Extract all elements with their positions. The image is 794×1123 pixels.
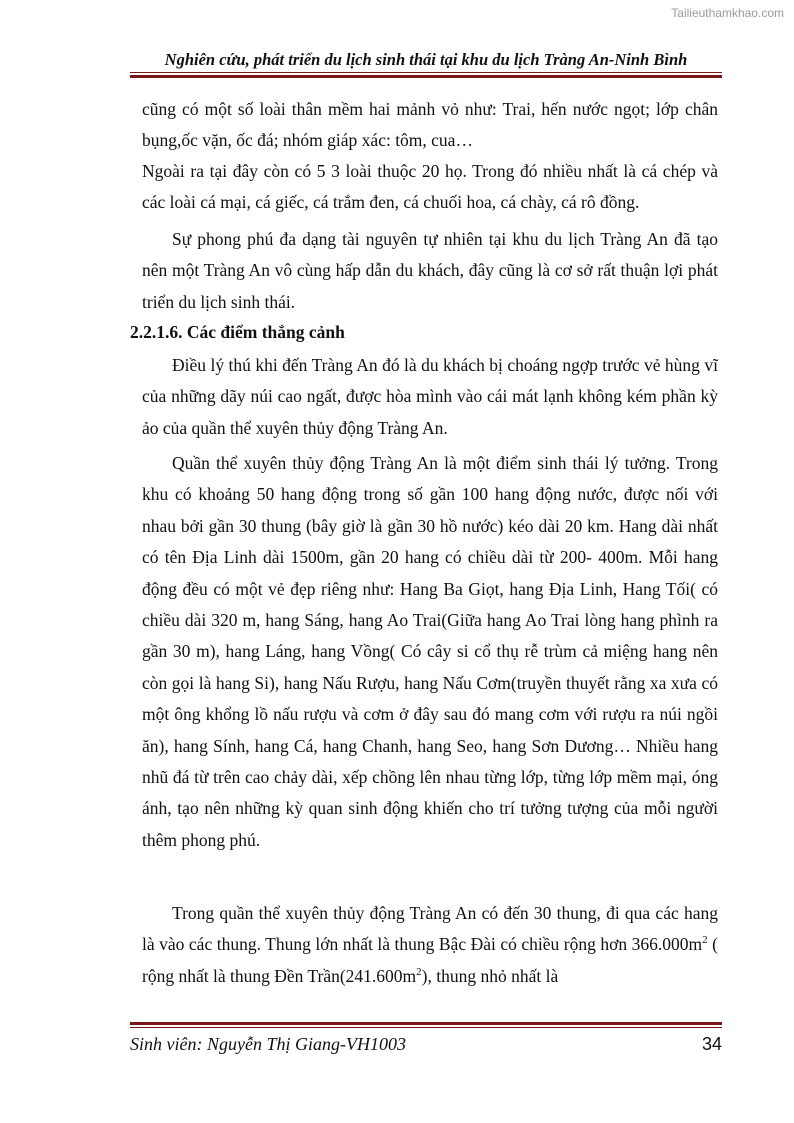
- running-header: Nghiên cứu, phát triển du lịch sinh thái tại khu du lịch Tràng An-Ninh Bình: [164, 50, 688, 69]
- valleys-text-c: ), thung nhỏ nhất là: [421, 965, 559, 986]
- watermark-text: Tailieuthamkhao.com: [671, 6, 784, 20]
- paragraph-mollusks: cũng có một số loài thân mềm hai mảnh vỏ như: Trai, hến nước ngọt; lớp chân bụng,ốc vặn, ốc đá; nhóm giáp xác: tôm, cua…: [142, 99, 718, 151]
- valleys-text-a: Trong quần thể xuyên thủy động Tràng An có đến 30 thung, đi qua các hang là vào các thung. Thung lớn nhất là thung Bậc Đài có chiều rộng hơn 366.000m: [142, 903, 718, 955]
- paragraph-fish-species: Ngoài ra tại đây còn có 5 3 loài thuộc 20 họ. Trong đó nhiều nhất là cá chép và các loài cá mại, cá giếc, cá trắm đen, cá chuối hoa, cá chày, cá rô đồng.: [142, 161, 718, 213]
- paragraph-valleys: [142, 898, 718, 992]
- footer-student-name: Sinh viên: Nguyễn Thị Giang-VH1003: [130, 1034, 406, 1054]
- footer-rule-thin: [130, 1027, 722, 1028]
- header-rule-thick: [130, 75, 722, 78]
- paragraph-mountains: Điều lý thú khi đến Tràng An đó là du khách bị choáng ngợp trước vẻ hùng vĩ của những dãy núi cao ngất, được hòa mình vào cái mát lạnh không kém phần kỳ ảo của quần thể xuyên thủy động Tràng An.: [142, 355, 718, 438]
- superscript-square-2: 2: [416, 965, 422, 978]
- paragraph-natural-resources: Sự phong phú đa dạng tài nguyên tự nhiên tại khu du lịch Tràng An đã tạo nên một Tràng An vô cùng hấp dẫn du khách, đây cũng là cơ sở rất thuận lợi phát triển du lịch sinh thái.: [142, 229, 718, 312]
- paragraph-cave-complex: Quần thể xuyên thủy động Tràng An là một điểm sinh thái lý tưởng. Trong khu có khoảng 50 hang động trong số gần 100 hang động nước, được nối với nhau bởi gần 30 thung (bây giờ là gần 30 hồ nước) kéo dài 20 km. Hang dài nhất có tên Địa Linh dài 1500m, gần 20 hang có chiều dài từ 200- 400m. Mỗi hang động đều có một vẻ đẹp riêng như: Hang Ba Giọt, hang Địa Linh, Hang Tối( có chiều dài 320 m, hang Sáng, hang Ao Trai(Giữa hang Ao Trai lòng hang phình ra gần 30 m), hang Láng, hang Vồng( Có cây si cổ thụ rễ trùm cả miệng hang nên còn gọi là hang Si), hang Nấu Rượu, hang Nấu Cơm(truyền thuyết rằng xa xưa có một ông khổng lồ nấu rượu và cơm ở đây sau đó mang cơm với rượu ra núi ngồi ăn), hang Sính, hang Cá, hang Chanh, hang Seo, hang Sơn Dương… Nhiều hang nhũ đá từ trên cao chảy dài, xếp chồng lên nhau từng lớp, từng lớp mềm mại, óng ánh, tạo nên những kỳ quan sinh động khiến cho trí tưởng tượng của mỗi người thêm phong phú.: [142, 453, 718, 850]
- page-number: 34: [701, 1034, 722, 1054]
- footer-rule-thick: [130, 1022, 722, 1025]
- header-rule-thin: [130, 72, 722, 73]
- section-heading: 2.2.1.6. Các điểm thắng cảnh: [130, 322, 345, 342]
- valleys-text-b: ( rộng nhất là thung Đền Trần(241.600m: [142, 934, 718, 986]
- superscript-square-1: 2: [702, 934, 708, 947]
